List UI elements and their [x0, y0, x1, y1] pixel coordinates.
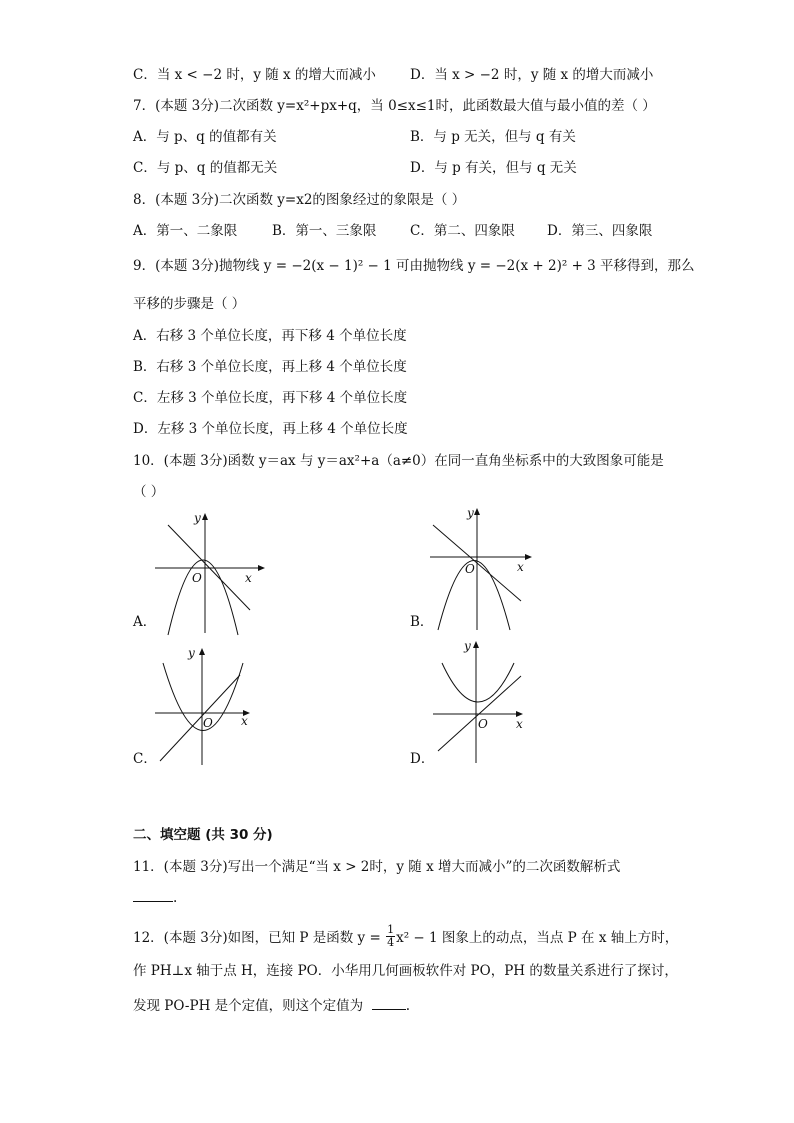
- q8-option-c: C．第二、四象限: [410, 223, 515, 239]
- graph-c-origin-label: O: [203, 716, 213, 730]
- q7-stem: 7．(本题 3分)二次函数 y=x²+px+q，当 0≤x≤1时，此函数最大值与最小值的差（ ）: [133, 98, 656, 114]
- q9-stem-line2: 平移的步骤是（ ）: [133, 296, 246, 312]
- graph-a-y-label: y: [194, 511, 201, 525]
- graph-a-origin-label: O: [192, 571, 202, 585]
- q11-answer-line: [133, 889, 177, 907]
- q6-option-d: D．当 x > −2 时，y 随 x 的增大而减小: [410, 67, 654, 83]
- q12-period: .: [405, 998, 411, 1014]
- graph-b: [425, 505, 545, 635]
- graph-d-origin-label: O: [478, 717, 488, 731]
- graph-d-label: D．: [410, 751, 435, 767]
- q9-option-b: B．右移 3 个单位长度，再上移 4 个单位长度: [133, 359, 407, 375]
- q9-option-a: A．右移 3 个单位长度，再下移 4 个单位长度: [133, 328, 407, 344]
- q9-option-c: C．左移 3 个单位长度，再下移 4 个单位长度: [133, 390, 408, 406]
- q7-option-a: A．与 p、q 的值都有关: [133, 129, 277, 145]
- q12-stem-a: 12．(本题 3分)如图，已知 P 是函数 y =: [133, 930, 386, 946]
- q7-option-b: B．与 p 无关，但与 q 有关: [410, 129, 576, 145]
- graph-a-x-label: x: [245, 571, 252, 585]
- graph-b-origin-label: O: [465, 562, 475, 576]
- q8-option-b: B．第一、三象限: [272, 223, 377, 239]
- q12-fraction-denominator: 4: [387, 936, 395, 949]
- q11-stem: 11．(本题 3分)写出一个满足“当 x > 2时，y 随 x 增大而减小”的二次函数解析式: [133, 859, 621, 875]
- q7-option-d: D．与 p 有关，但与 q 无关: [410, 160, 577, 176]
- q12-stem-line3-text: 发现 PO-PH 是个定值，则这个定值为: [133, 998, 364, 1014]
- q6-option-c: C．当 x < −2 时，y 随 x 的增大而减小: [133, 67, 376, 83]
- q7-option-c: C．与 p、q 的值都无关: [133, 160, 278, 176]
- graph-a-label: A．: [133, 614, 157, 630]
- graph-d: [428, 638, 548, 768]
- graph-d-x-label: x: [516, 717, 523, 731]
- q8-option-a: A．第一、二象限: [133, 223, 238, 239]
- graph-c: [150, 643, 270, 768]
- graph-c-y-label: y: [188, 646, 195, 660]
- q12-stem-line1: [133, 923, 679, 951]
- graph-b-x-label: x: [517, 560, 524, 574]
- q11-period: .: [173, 890, 178, 906]
- q12-stem-line3: [133, 997, 410, 1015]
- q12-fraction-numerator: 1: [387, 923, 395, 936]
- q10-stem: 10．(本题 3分)函数 y＝ax 与 y＝ax²+a（a≠0）在同一直角坐标系中的大致图象可能是: [133, 453, 664, 469]
- q9-option-d: D．左移 3 个单位长度，再上移 4 个单位长度: [133, 421, 408, 437]
- graph-d-y-label: y: [464, 639, 471, 653]
- q8-stem: 8．(本题 3分)二次函数 y=x2的图象经过的象限是（ ）: [133, 192, 466, 208]
- graph-c-label: C．: [133, 751, 157, 767]
- q12-fraction: [386, 924, 395, 949]
- q10-stem-line2: （ ）: [133, 484, 165, 500]
- q12-answer-blank[interactable]: [372, 997, 406, 1010]
- graph-b-label: B．: [410, 614, 434, 630]
- q11-answer-blank[interactable]: [133, 889, 173, 902]
- graph-c-x-label: x: [241, 714, 248, 728]
- graph-a: [150, 510, 270, 640]
- q12-stem-line2: 作 PH⊥x 轴于点 H，连接 PO．小华用几何画板软件对 PO，PH 的数量关系进行了探讨，: [133, 963, 678, 979]
- q8-option-d: D．第三、四象限: [547, 223, 653, 239]
- q9-stem: 9．(本题 3分)抛物线 y = −2(x − 1)² − 1 可由抛物线 y = −2(x + 2)² + 3 平移得到，那么: [133, 258, 695, 274]
- section-title: 二、填空题 (共 30 分): [133, 827, 273, 843]
- q12-stem-b: x² − 1 图象上的动点，当点 P 在 x 轴上方时，: [396, 930, 679, 946]
- graph-b-y-label: y: [467, 506, 474, 520]
